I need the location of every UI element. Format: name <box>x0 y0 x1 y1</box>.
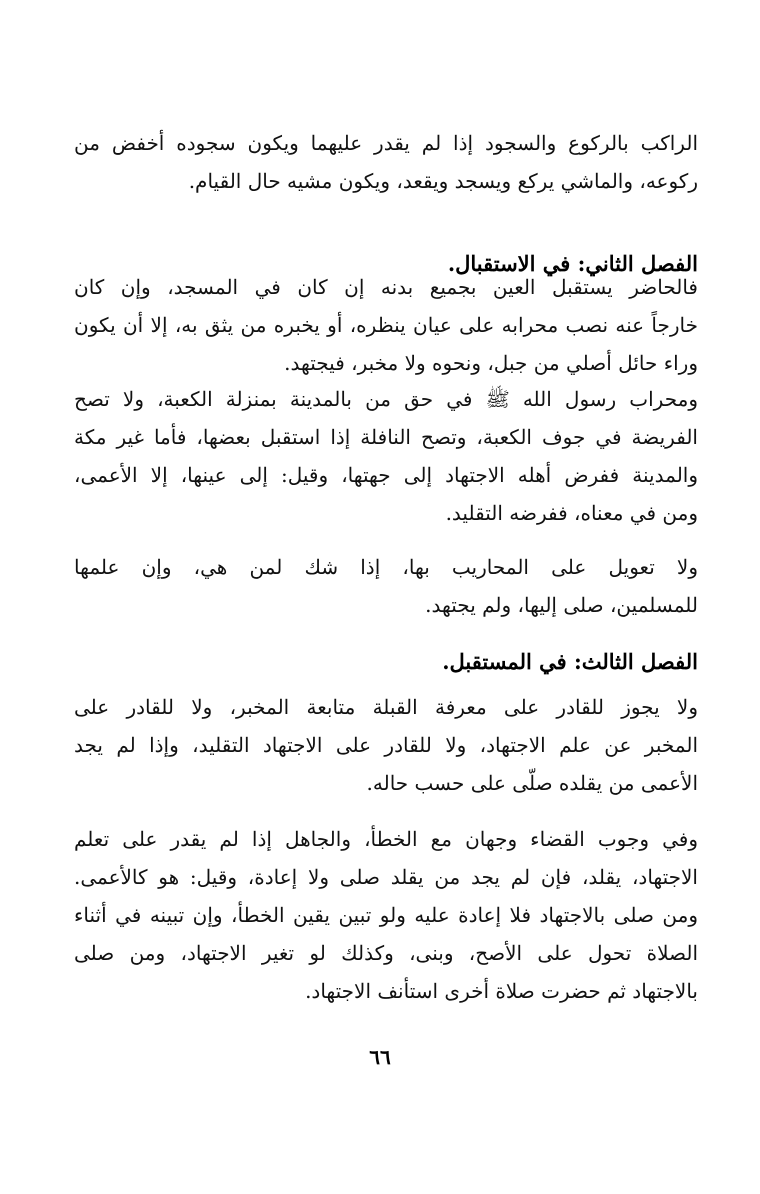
text-line: فالحاضر يستقبل العين بجميع بدنه إن كان في المسجد، وإن كان <box>74 275 698 299</box>
text-line: ومن في معناه، ففرضه التقليد. <box>445 501 698 525</box>
text-line: المخبر عن علم الاجتهاد، ولا للقادر على الاجتهاد التقليد، وإذا لم يجد <box>74 733 698 757</box>
text-line: الصلاة تحول على الأصح، وبنى، وكذلك لو تغير الاجتهاد، ومن صلى <box>74 941 698 965</box>
text-line: ولا تعويل على المحاريب بها، إذا شك لمن هي، وإن علمها <box>74 555 698 579</box>
paragraph-riding-prayer <box>74 124 698 200</box>
text-line: وفي وجوب القضاء وجهان مع الخطأ، والجاهل إذا لم يقدر على تعلم <box>74 827 698 851</box>
paragraph-ijtihad-prayer <box>74 896 698 1010</box>
paragraph-error-makeup <box>74 820 698 896</box>
text-line: للمسلمين، صلى إليها، ولم يجتهد. <box>425 593 698 617</box>
paragraph-capable-person <box>74 688 698 802</box>
page-number: ٦٦ <box>369 1045 391 1069</box>
text-line: ومن صلى بالاجتهاد فلا إعادة عليه ولو تبين يقين الخطأ، وإن تبينه في أثناء <box>74 903 698 927</box>
text-line: خارجاً عنه نصب محرابه على عيان ينظره، أو يخبره من يثق به، إلا أن يكون <box>74 313 698 337</box>
text-line: ومحراب رسول الله ﷺ في حق من بالمدينة بمنزلة الكعبة، ولا تصح <box>74 387 698 411</box>
text-line: ولا يجوز للقادر على معرفة القبلة متابعة المخبر، ولا للقادر على <box>74 695 698 719</box>
text-line: الفريضة في جوف الكعبة، وتصح النافلة إذا استقبل بعضها، فأما غير مكة <box>74 425 698 449</box>
text-line: ركوعه، والماشي يركع ويسجد ويقعد، ويكون مشيه حال القيام. <box>188 169 698 193</box>
text-line: الراكب بالركوع والسجود إذا لم يقدر عليهما ويكون سجوده أخفض من <box>74 131 698 155</box>
text-line: بالاجتهاد ثم حضرت صلاة أخرى استأنف الاجتهاد. <box>305 979 698 1003</box>
text-line: الاجتهاد، يقلد، فإن لم يجد من يقلد صلى ولا إعادة، وقيل: هو كالأعمى. <box>74 865 698 889</box>
section-heading-istiqbal: الفصل الثاني: في الاستقبال. <box>447 251 698 276</box>
text-line: وراء حائل أصلي من جبل، ونحوه ولا مخبر، فيجتهد. <box>284 351 698 375</box>
paragraph-present-person <box>74 268 698 382</box>
paragraph-mihrabs <box>74 548 698 624</box>
section-heading-mustaqbil: الفصل الثالث: في المستقبل. <box>442 649 698 674</box>
paragraph-prophet-mihrab <box>74 380 698 532</box>
text-line: الأعمى من يقلده صلّى على حسب حاله. <box>366 771 698 795</box>
text-line: والمدينة ففرض أهله الاجتهاد إلى جهتها، وقيل: إلى عينها، إلا الأعمى، <box>74 463 698 487</box>
